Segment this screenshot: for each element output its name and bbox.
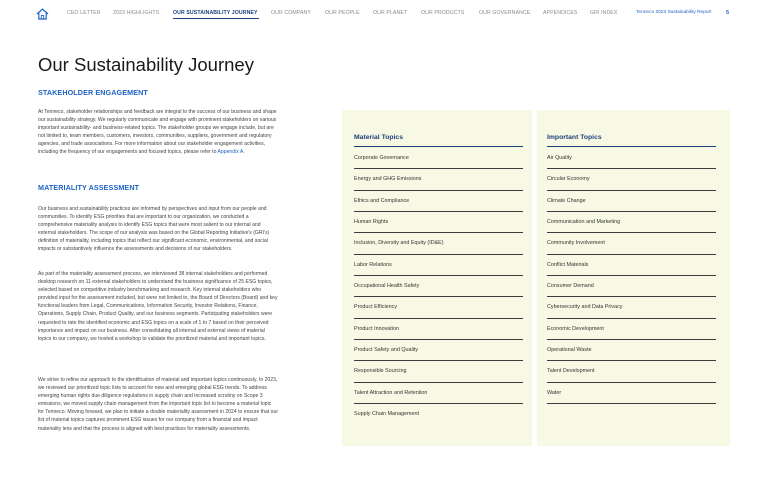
top-navigation bbox=[0, 0, 768, 28]
important-topic-item: Communication and Marketing bbox=[547, 212, 716, 233]
material-topic-item: Product Efficiency bbox=[354, 297, 523, 318]
important-topic-item: Talent Development bbox=[547, 361, 716, 382]
materiality-paragraph-1: Our business and sustainability practices are informed by perspectives and input from our people and communities. To identify ESG priorities that are important to our organization, we conducted a comprehensive materiality analysis to identify ESG topics that were most salient to our internal and external stakeholders. The scope of our analysis was based on the Global Reporting Initiative's (GRI's) definition of materiality, including topics that reflect our significant economic, environmental, and social impacts or substantively influence the assessments and decisions of our stakeholders. bbox=[38, 206, 270, 253]
material-topic-item: Labor Relations bbox=[354, 255, 523, 276]
material-topics-panel bbox=[342, 110, 532, 446]
important-topic-item: Economic Development bbox=[547, 319, 716, 340]
nav-our-products[interactable]: OUR PRODUCTS bbox=[421, 10, 465, 16]
nav-our-company[interactable]: OUR COMPANY bbox=[271, 10, 311, 16]
stakeholder-body-text: At Tenneco, stakeholder relationships and feedback are integral to the success of our business and shape our sustainability strategy. We regularly communicate and engage with prominent stakeholders on various important sustainability- and business-related topics. The stakeholder groups we engage include, but are not limited to, team members, customers, investors, communities, suppliers, government and regulatory agencies, and trade associations. For more information about our stakeholder engagement activities, including the frequency of our engagements and focused topics, please refer to bbox=[38, 109, 277, 156]
nav-our-people[interactable]: OUR PEOPLE bbox=[325, 10, 360, 16]
important-topic-item: Consumer Demand bbox=[547, 276, 716, 297]
important-topic-item: Conflict Materials bbox=[547, 255, 716, 276]
material-topic-item: Talent Attraction and Retention bbox=[354, 383, 523, 404]
material-topic-item: Energy and GHG Emissions bbox=[354, 169, 523, 190]
stakeholder-engagement-paragraph bbox=[38, 108, 278, 157]
page-title: Our Sustainability Journey bbox=[38, 54, 254, 75]
material-topics-list bbox=[354, 148, 523, 425]
page-number: 5 bbox=[726, 10, 730, 16]
material-topic-item: Ethics and Compliance bbox=[354, 191, 523, 212]
material-topic-item: Human Rights bbox=[354, 212, 523, 233]
important-topic-item: Climate Change bbox=[547, 191, 716, 212]
important-topics-panel bbox=[537, 110, 730, 446]
important-topic-item: Air Quality bbox=[547, 148, 716, 169]
important-topic-item: Cybersecurity and Data Privacy bbox=[547, 297, 716, 318]
material-topic-item: Supply Chain Management bbox=[354, 411, 420, 418]
material-topic-item: Responsible Sourcing bbox=[354, 361, 523, 382]
report-title: Tenneco 2023 Sustainability Report bbox=[636, 10, 712, 15]
important-topics-title: Important Topics bbox=[547, 134, 602, 141]
nav-our-planet[interactable]: OUR PLANET bbox=[373, 10, 408, 16]
nav-ceo-letter[interactable]: CEO LETTER bbox=[67, 10, 101, 16]
material-topic-item: Occupational Health Safety bbox=[354, 276, 523, 297]
important-topic-item: Operational Waste bbox=[547, 340, 716, 361]
materiality-paragraph-2: As part of the materiality assessment process, we interviewed 38 internal stakeholders and performed desktop research on 11 external stakeholders to understand the business significance of 25 ESG topics, selected based on competitive industry benchmarking and research. Key internal stakeholders who provided input for the assessment included, but were not limited to, the Board of Directors (Board) and key functional leaders from Legal, Communications, Information Security, Investor Relations, Finance, Operations, Supply Chain, Product Quality, and our business segments. Participating stakeholders were requested to rate the identified economic and ESG topics on a scale of 1 to 7 based on their perceived importance and impact on our business. After consolidating all internal and external views of material topics to our company, we hosted a workshop to validate the prioritized material and important topics. bbox=[38, 271, 278, 342]
nav-2023-highlights[interactable]: 2023 HIGHLIGHTS bbox=[113, 10, 160, 16]
material-topic-item: Product Safety and Quality bbox=[354, 340, 523, 361]
material-topic-item: Inclusion, Diversity and Equity (ID&E) bbox=[354, 233, 523, 254]
material-topics-title: Material Topics bbox=[354, 134, 403, 141]
important-topic-item: Circular Economy bbox=[547, 169, 716, 190]
appendix-a-link[interactable]: Appendix A bbox=[217, 149, 244, 156]
material-topic-item: Product Innovation bbox=[354, 319, 523, 340]
home-icon[interactable] bbox=[36, 8, 49, 20]
materiality-paragraph-3: We strive to refine our approach to the identification of material and important topics continuously. In 2023, we reviewed our prioritized topic lists to account for new and emerging global ESG trends. To address emerging human rights due diligence regulations in supply chain and increased scrutiny on Scope 3 emissions, we moved supply chain management from the important topic list to become a material topic for Tenneco. Moving forward, we plan to initiate a double materiality assessment in 2024 to ensure that our list of material topics captures prominent ESG issues for our company from a financial and impact materiality lens and that the process is aligned with best practices for materiality assessments. bbox=[38, 377, 279, 432]
material-topic-item: Corporate Governance bbox=[354, 148, 523, 169]
materiality-assessment-heading: MATERIALITY ASSESSMENT bbox=[38, 183, 140, 192]
nav-gri-index[interactable]: GRI INDEX bbox=[590, 10, 618, 16]
stakeholder-body-end: . bbox=[243, 149, 245, 156]
important-topic-item: Community Involvement bbox=[547, 233, 716, 254]
nav-our-governance[interactable]: OUR GOVERNANCE bbox=[479, 10, 531, 16]
nav-appendices[interactable]: APPENDICES bbox=[543, 10, 578, 16]
stakeholder-engagement-heading: STAKEHOLDER ENGAGEMENT bbox=[38, 88, 148, 97]
nav-active-underline bbox=[173, 18, 259, 19]
important-topic-item: Water bbox=[547, 383, 716, 404]
important-topics-list bbox=[547, 148, 716, 404]
nav-our-sustainability-journey[interactable]: OUR SUSTAINABILITY JOURNEY bbox=[173, 10, 258, 16]
